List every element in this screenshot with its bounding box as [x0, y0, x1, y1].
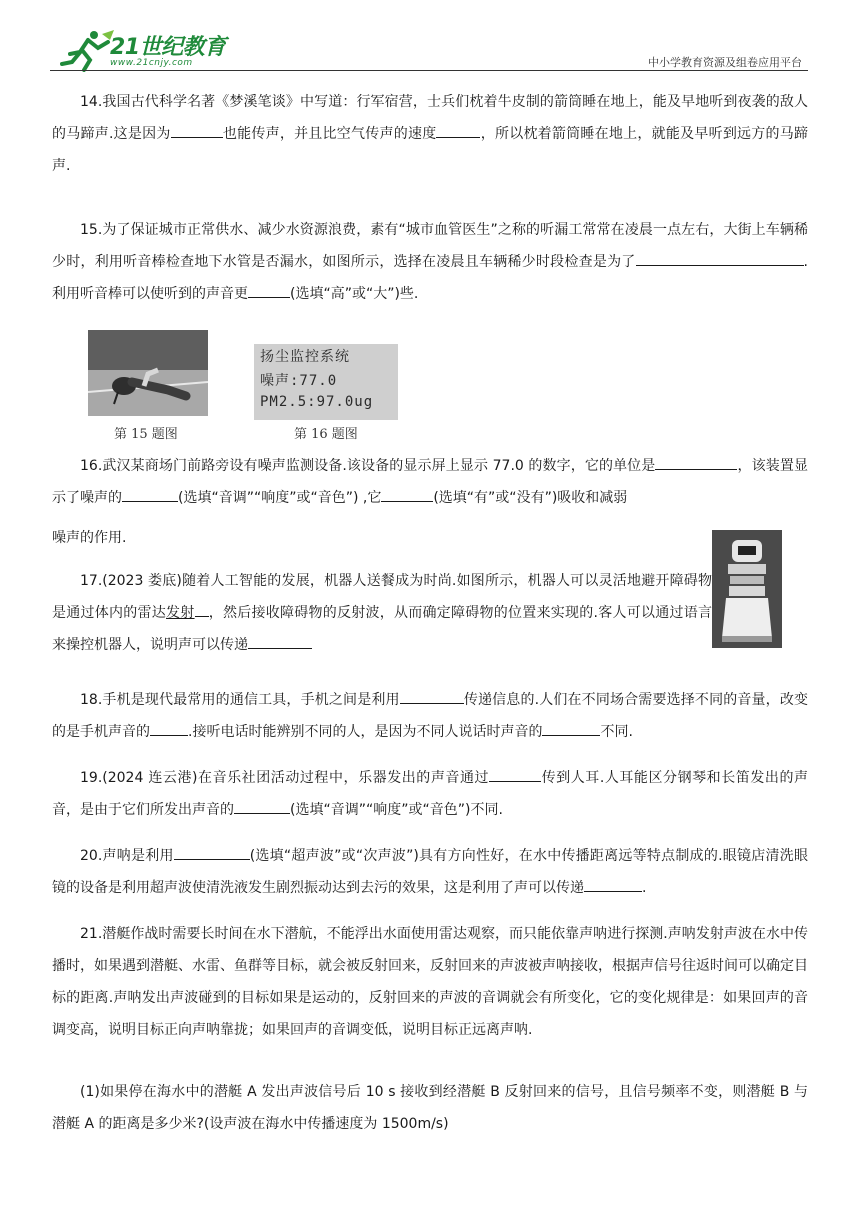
answer-blank[interactable]: [489, 767, 541, 782]
question-15: [52, 214, 808, 310]
question-18: [52, 684, 808, 748]
question-14-text: 14.我国古代科学名著《梦溪笔谈》中写道：行军宿营，士兵们枕着牛皮制的箭筒睡在地上，能及早地听到夜袭的敌人的马蹄声.这是因为 也能传声，并且比空气传声的速度 ，所以枕着箭筒睡在地上，就能及早听到远方的马蹄声.: [52, 94, 809, 174]
figure-15-photo: [88, 330, 208, 416]
platform-name: 中小学教育资源及组卷应用平台: [648, 56, 802, 69]
question-21-text: 21.潜艇作战时需要长时间在水下潜航，不能浮出水面使用雷达观察，而只能依靠声呐进行探测.声呐发射声波在水中传播时，如果遇到潜艇、水雷、鱼群等目标，就会被反射回来，反射回来的声波被声呐接收，根据声信号往返时间可以确定目标的距离.声呐发出声波碰到的目标如果是运动的，反射回来的声波的音调就会有所变化，它的变化规律是：如果回声的音调变高，说明目标正向声呐靠拢；如果回声的音调变低，说明目标正远离声呐.: [52, 926, 808, 1038]
answer-blank[interactable]: [150, 721, 188, 736]
answer-blank[interactable]: [655, 455, 737, 470]
question-18-text: 18.手机是现代最常用的通信工具，手机之间是利用 传递信息的.人们在不同场合需要选择不同的音量，改变的是手机声音的 .接听电话时能辨别不同的人，是因为不同人说话时声音的 不同.: [52, 684, 808, 748]
answer-blank[interactable]: [381, 487, 433, 502]
answer-blank[interactable]: [542, 721, 600, 736]
answer-blank[interactable]: [436, 123, 480, 138]
figure-16-caption: 第 16 题图: [294, 427, 358, 442]
answer-blank[interactable]: [584, 877, 642, 892]
answer-blank[interactable]: [195, 602, 209, 617]
question-16: [52, 450, 808, 554]
answer-blank[interactable]: [174, 845, 250, 860]
question-20-text: 20.声呐是利用 (选填“超声波”或“次声波”)具有方向性好，在水中传播距离远等特点制成的.眼镜店清洗眼镜的设备是利用超声波使清洗液发生剧烈振动达到去污的效果，这是利用了声可以传递 .: [52, 840, 808, 904]
question-17-text: 17.(2023 娄底)随着人工智能的发展，机器人送餐成为时尚.如图所示，机器人可以灵活地避开障碍物是通过体内的雷达发射 ，然后接收障碍物的反射波，从而确定障碍物的位置来实现的.客人可以通过语言来操控机器人，说明声可以传递: [52, 573, 713, 653]
display-pm25: PM2.5:97.0ug: [260, 394, 374, 410]
question-20: [52, 840, 808, 904]
runner-logo-icon: [58, 28, 118, 72]
answer-blank[interactable]: [724, 251, 804, 266]
question-16-text: 16.武汉某商场门前路旁设有噪声监测设备.该设备的显示屏上显示 77.0 的数字，它的单位是 ，该装置显示了噪声的 (选填“音调”“响度”或“音色”) ,它 (选填“有”或“没有”)吸收和减弱: [52, 450, 808, 514]
figure-16-display: [254, 344, 398, 420]
question-21-part-1-text: (1)如果停在海水中的潜艇 A 发出声波信号后 10 s 接收到经潜艇 B 反射回来的信号，且信号频率不变，则潜艇 B 与潜艇 A 的距离是多少米?(设声波在海水中传播速度为 1500m/s): [52, 1084, 808, 1132]
figure-15-caption: 第 15 题图: [114, 427, 178, 442]
question-19-text: 19.(2024 连云港)在音乐社团活动过程中，乐器发出的声音通过 传到人耳.人耳能区分钢琴和长笛发出的声音，是由于它们所发出声音的 (选填“音调”“响度”或“音色”)不同.: [52, 762, 808, 826]
logo-url: www.21cnjy.com: [110, 58, 193, 68]
answer-blank[interactable]: [122, 487, 178, 502]
display-title: 扬尘监控系统: [260, 349, 350, 365]
question-14: [52, 86, 808, 182]
page-header: [0, 0, 860, 80]
listening-worker-image: [88, 330, 208, 416]
display-noise: 噪声:77.0: [260, 373, 338, 389]
header-divider: [50, 70, 808, 71]
question-21-part-1: [52, 1076, 808, 1140]
question-16-text-cont: 噪声的作用.: [52, 530, 127, 546]
answer-blank[interactable]: [171, 123, 223, 138]
answer-blank[interactable]: [248, 634, 312, 649]
answer-blank[interactable]: [248, 283, 290, 298]
robot-photo: [712, 530, 782, 648]
question-15-text: 15.为了保证城市正常供水、减少水资源浪费，素有“城市血管医生”之称的听漏工常常在凌晨一点左右，大街上车辆稀少时，利用听音棒检查地下水管是否漏水，如图所示，选择在凌晨且车辆稀少时段检查是为了 .利用听音棒可以使听到的声音更 (选填“高”或“大”)些.: [52, 222, 808, 302]
question-21: [52, 918, 808, 1046]
figure-row: [88, 330, 418, 445]
site-logo: [58, 28, 258, 76]
logo-text: 21世纪教育: [110, 35, 226, 60]
question-19: [52, 762, 808, 826]
robot-image: [712, 530, 782, 648]
answer-blank[interactable]: [234, 799, 290, 814]
answer-blank[interactable]: [400, 689, 464, 704]
answer-blank[interactable]: [636, 251, 724, 266]
question-17: [52, 565, 712, 661]
